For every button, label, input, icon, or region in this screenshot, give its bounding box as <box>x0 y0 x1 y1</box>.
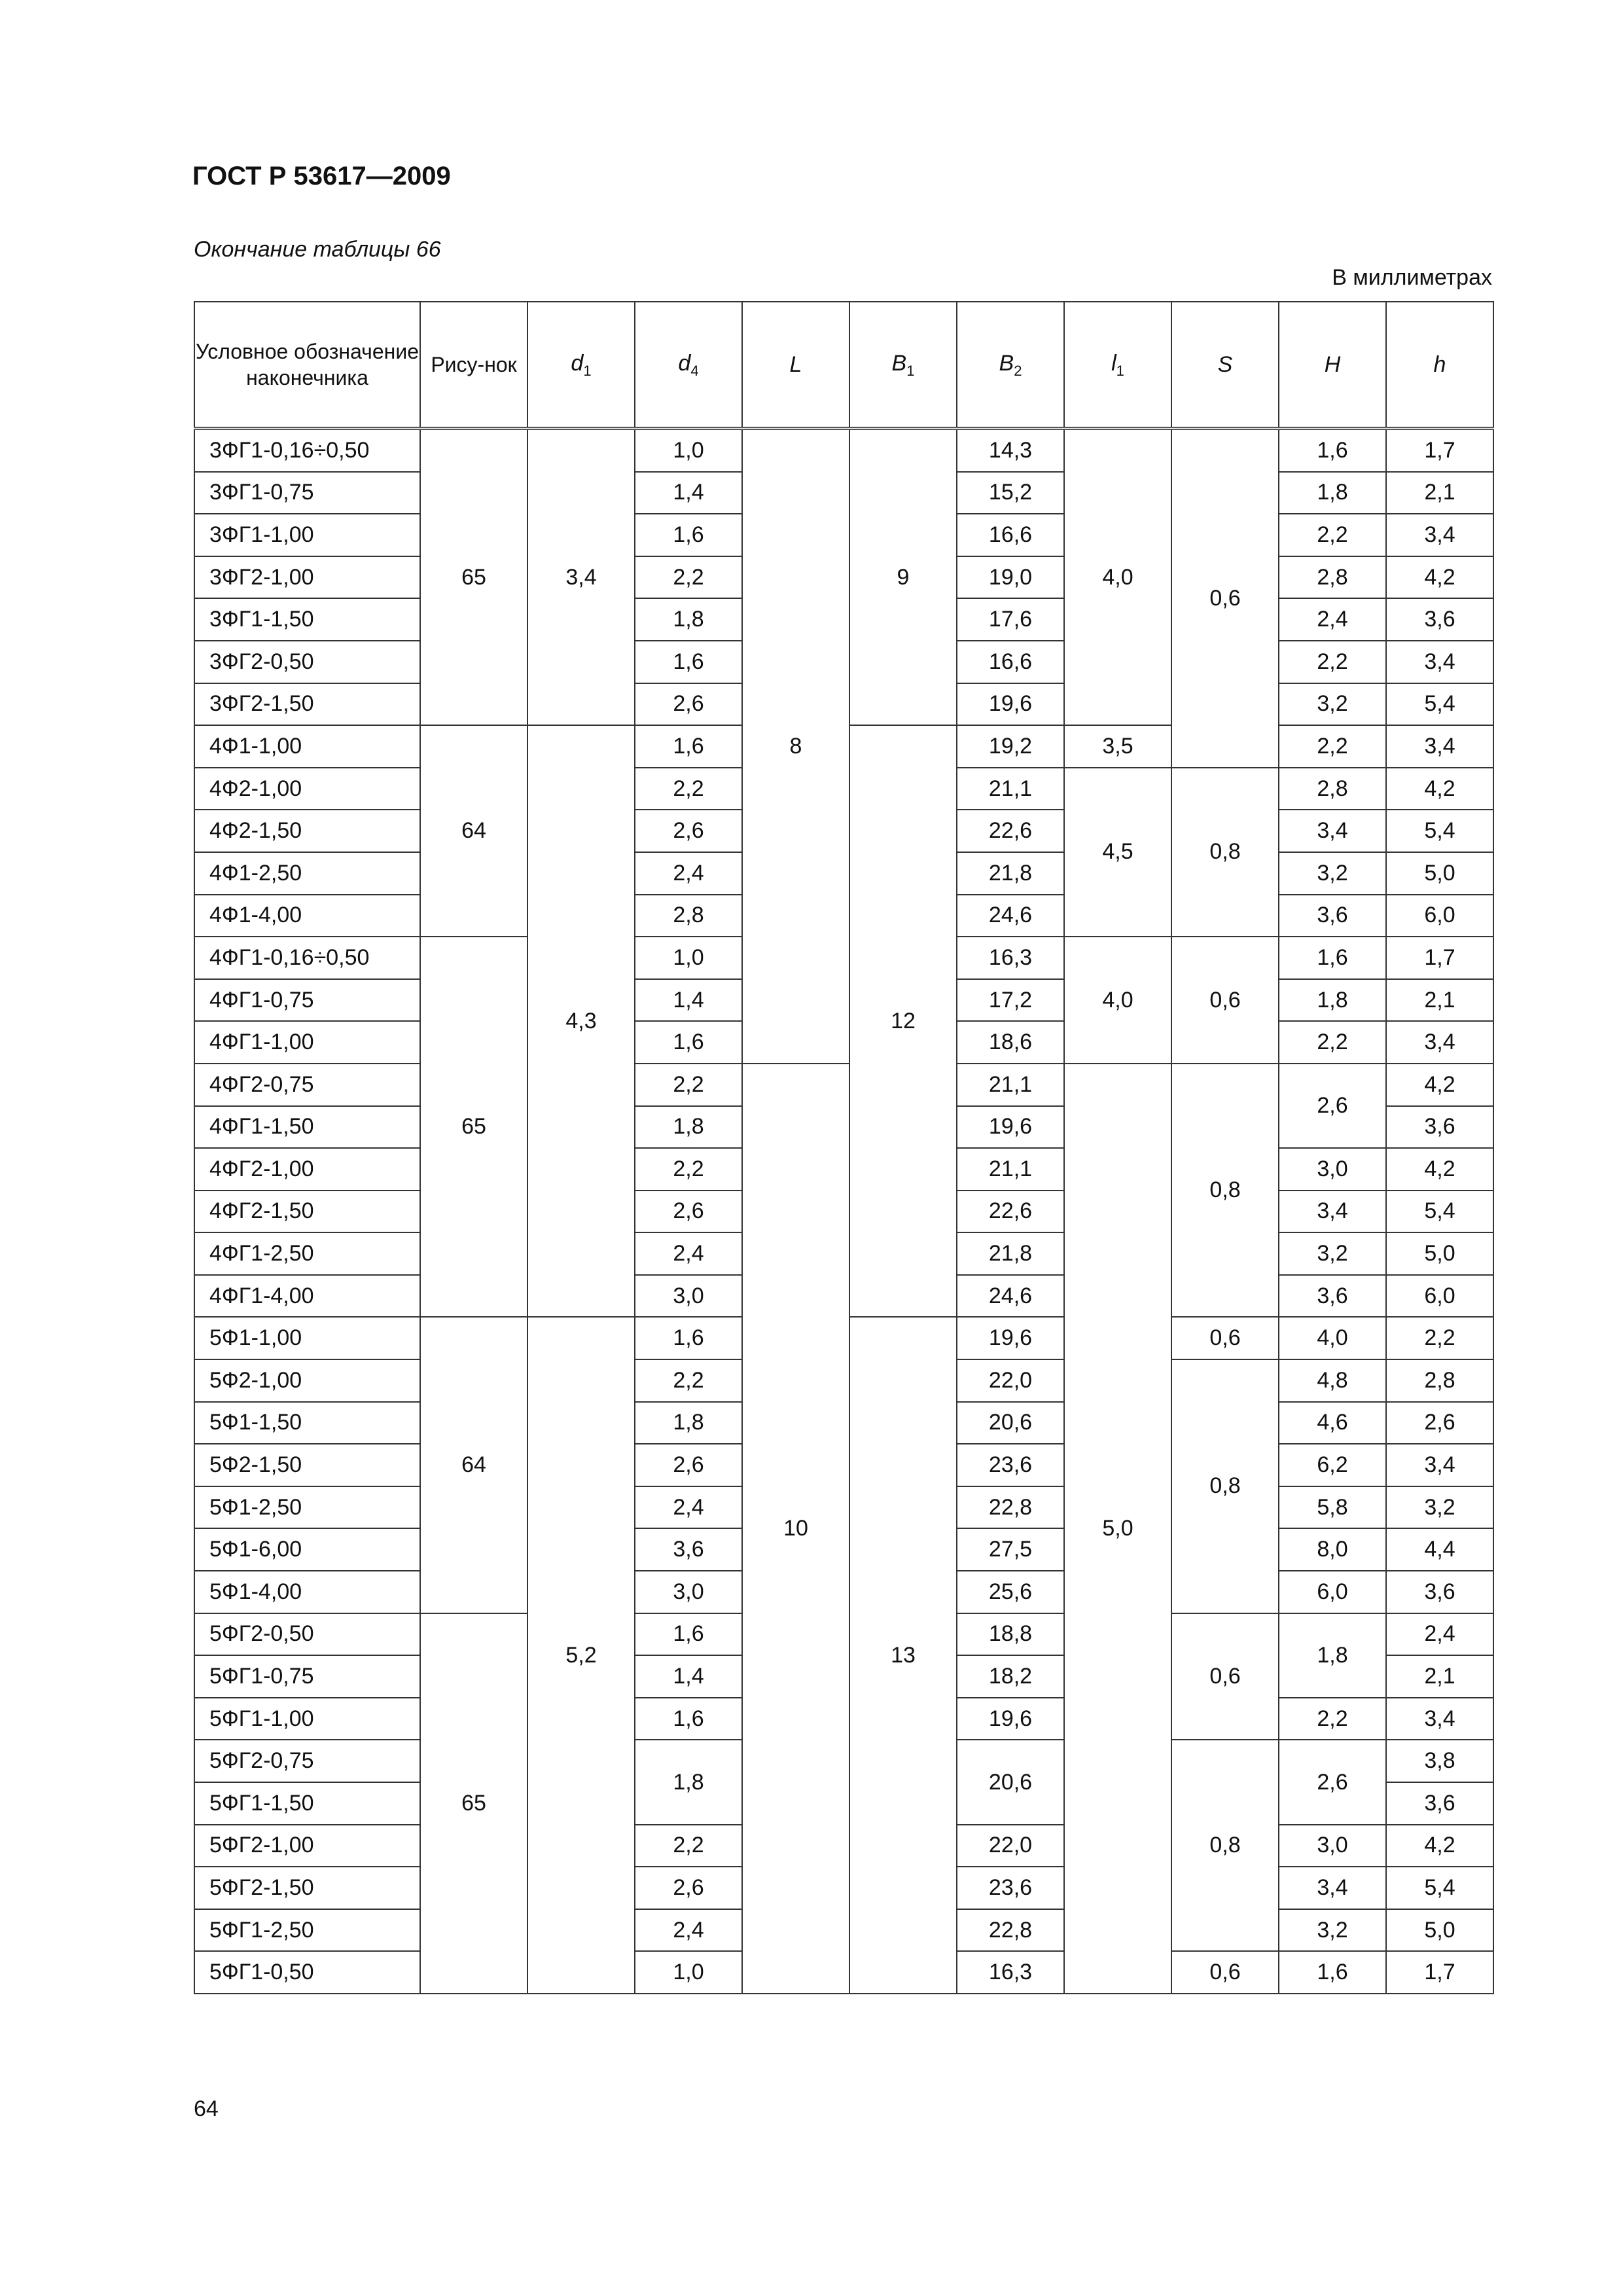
header-d4: $d_4$ <box>635 302 742 429</box>
cell-B1: 13 <box>849 1317 957 1994</box>
cell-B2: 22,6 <box>957 1191 1064 1233</box>
cell-designation: 3ФГ2-1,00 <box>194 556 420 599</box>
cell-B2: 19,0 <box>957 556 1064 599</box>
cell-B2: 16,6 <box>957 641 1064 683</box>
cell-B2: 23,6 <box>957 1444 1064 1486</box>
cell-d4: 2,4 <box>635 1909 742 1952</box>
cell-B2: 15,2 <box>957 472 1064 514</box>
header-h: h <box>1386 302 1493 429</box>
cell-B2: 22,8 <box>957 1486 1064 1529</box>
cell-l1: 4,5 <box>1064 768 1171 937</box>
cell-designation: 4ФГ2-1,00 <box>194 1148 420 1191</box>
cell-H: 3,0 <box>1279 1148 1386 1191</box>
cell-l1: 4,0 <box>1064 429 1171 726</box>
cell-designation: 5ФГ1-1,00 <box>194 1698 420 1740</box>
cell-d4: 1,8 <box>635 1402 742 1444</box>
cell-h: 3,6 <box>1386 1782 1493 1825</box>
cell-B2: 16,6 <box>957 514 1064 556</box>
cell-designation: 3ФГ2-0,50 <box>194 641 420 683</box>
cell-B2: 21,8 <box>957 1232 1064 1275</box>
cell-designation: 5ФГ2-0,50 <box>194 1613 420 1656</box>
cell-d4: 1,8 <box>635 1740 742 1824</box>
cell-H: 1,6 <box>1279 1951 1386 1994</box>
cell-H: 3,2 <box>1279 683 1386 726</box>
table-header-row <box>194 302 1493 429</box>
cell-designation: 4ФГ1-0,75 <box>194 979 420 1022</box>
cell-figure: 65 <box>420 937 527 1317</box>
cell-h: 4,2 <box>1386 1064 1493 1106</box>
cell-h: 4,2 <box>1386 1825 1493 1867</box>
cell-S: 0,8 <box>1171 768 1279 937</box>
cell-l1: 3,5 <box>1064 725 1171 768</box>
cell-B2: 20,6 <box>957 1740 1064 1824</box>
cell-S: 0,6 <box>1171 1613 1279 1740</box>
header-figure: Рису-нок <box>420 302 527 429</box>
cell-h: 5,4 <box>1386 1191 1493 1233</box>
cell-B2: 27,5 <box>957 1528 1064 1571</box>
cell-designation: 3ФГ2-1,50 <box>194 683 420 726</box>
cell-H: 4,8 <box>1279 1359 1386 1402</box>
cell-h: 3,6 <box>1386 1106 1493 1149</box>
cell-designation: 5Ф1-6,00 <box>194 1528 420 1571</box>
cell-H: 2,8 <box>1279 556 1386 599</box>
cell-designation: 4Ф1-1,00 <box>194 725 420 768</box>
cell-figure: 64 <box>420 725 527 937</box>
cell-h: 4,2 <box>1386 768 1493 810</box>
cell-B2: 22,8 <box>957 1909 1064 1952</box>
cell-designation: 5Ф1-1,00 <box>194 1317 420 1359</box>
cell-S: 0,8 <box>1171 1064 1279 1318</box>
cell-H: 3,2 <box>1279 852 1386 895</box>
cell-L: 10 <box>742 1064 849 1994</box>
cell-H: 2,6 <box>1279 1064 1386 1148</box>
cell-designation: 5Ф1-4,00 <box>194 1571 420 1613</box>
cell-H: 2,2 <box>1279 641 1386 683</box>
cell-H: 2,8 <box>1279 768 1386 810</box>
cell-d4: 1,6 <box>635 641 742 683</box>
cell-H: 1,8 <box>1279 979 1386 1022</box>
table-row <box>194 1064 1493 1106</box>
cell-designation: 5ФГ1-0,75 <box>194 1655 420 1698</box>
cell-h: 1,7 <box>1386 1951 1493 1994</box>
cell-d4: 2,8 <box>635 895 742 937</box>
cell-h: 3,4 <box>1386 1698 1493 1740</box>
cell-designation: 5Ф1-2,50 <box>194 1486 420 1529</box>
cell-d4: 1,6 <box>635 1317 742 1359</box>
cell-h: 4,2 <box>1386 1148 1493 1191</box>
cell-h: 5,4 <box>1386 1867 1493 1909</box>
table-caption: Окончание таблицы 66 <box>194 237 441 262</box>
cell-B2: 16,3 <box>957 937 1064 979</box>
cell-d4: 3,0 <box>635 1275 742 1318</box>
cell-d4: 1,0 <box>635 937 742 979</box>
cell-B2: 21,1 <box>957 768 1064 810</box>
cell-h: 3,8 <box>1386 1740 1493 1782</box>
cell-B2: 19,6 <box>957 1106 1064 1149</box>
cell-h: 3,6 <box>1386 1571 1493 1613</box>
cell-designation: 5Ф2-1,00 <box>194 1359 420 1402</box>
cell-H: 1,6 <box>1279 429 1386 472</box>
dimensions-table <box>194 301 1494 1994</box>
cell-B2: 23,6 <box>957 1867 1064 1909</box>
cell-h: 3,4 <box>1386 514 1493 556</box>
cell-B2: 18,6 <box>957 1021 1064 1064</box>
cell-designation: 3ФГ1-1,50 <box>194 598 420 641</box>
cell-H: 2,2 <box>1279 1698 1386 1740</box>
cell-d4: 2,4 <box>635 852 742 895</box>
cell-d4: 2,2 <box>635 1064 742 1106</box>
cell-B2: 21,8 <box>957 852 1064 895</box>
cell-h: 3,4 <box>1386 1021 1493 1064</box>
header-H: H <box>1279 302 1386 429</box>
cell-h: 4,2 <box>1386 556 1493 599</box>
cell-B1: 12 <box>849 725 957 1317</box>
cell-H: 2,2 <box>1279 1021 1386 1064</box>
cell-designation: 4ФГ1-0,16÷0,50 <box>194 937 420 979</box>
header-L: L <box>742 302 849 429</box>
header-S: S <box>1171 302 1279 429</box>
cell-designation: 4ФГ2-0,75 <box>194 1064 420 1106</box>
cell-H: 4,0 <box>1279 1317 1386 1359</box>
cell-d4: 2,4 <box>635 1232 742 1275</box>
cell-S: 0,6 <box>1171 1951 1279 1994</box>
cell-d1: 5,2 <box>527 1317 635 1994</box>
cell-d4: 2,2 <box>635 1825 742 1867</box>
cell-B2: 14,3 <box>957 429 1064 472</box>
cell-h: 5,0 <box>1386 852 1493 895</box>
cell-H: 2,4 <box>1279 598 1386 641</box>
cell-S: 0,8 <box>1171 1740 1279 1951</box>
header-B2: $B_2$ <box>957 302 1064 429</box>
cell-H: 1,8 <box>1279 472 1386 514</box>
cell-H: 3,4 <box>1279 1191 1386 1233</box>
cell-d4: 2,2 <box>635 1148 742 1191</box>
cell-h: 4,4 <box>1386 1528 1493 1571</box>
cell-H: 6,2 <box>1279 1444 1386 1486</box>
cell-h: 3,4 <box>1386 1444 1493 1486</box>
cell-designation: 5ФГ1-2,50 <box>194 1909 420 1952</box>
cell-d4: 2,6 <box>635 1191 742 1233</box>
cell-designation: 5ФГ1-1,50 <box>194 1782 420 1825</box>
cell-designation: 3ФГ1-1,00 <box>194 514 420 556</box>
cell-h: 2,1 <box>1386 979 1493 1022</box>
cell-h: 3,2 <box>1386 1486 1493 1529</box>
cell-d4: 1,4 <box>635 979 742 1022</box>
cell-designation: 5ФГ2-0,75 <box>194 1740 420 1782</box>
cell-B2: 19,2 <box>957 725 1064 768</box>
cell-d4: 1,4 <box>635 1655 742 1698</box>
cell-d4: 1,4 <box>635 472 742 514</box>
cell-H: 3,2 <box>1279 1909 1386 1952</box>
cell-H: 2,2 <box>1279 725 1386 768</box>
cell-B2: 17,6 <box>957 598 1064 641</box>
cell-designation: 4ФГ1-2,50 <box>194 1232 420 1275</box>
cell-B2: 24,6 <box>957 1275 1064 1318</box>
document-standard-code: ГОСТ Р 53617—2009 <box>192 162 451 190</box>
cell-figure: 64 <box>420 1317 527 1613</box>
cell-designation: 3ФГ1-0,16÷0,50 <box>194 429 420 472</box>
cell-B2: 22,0 <box>957 1359 1064 1402</box>
cell-H: 5,8 <box>1279 1486 1386 1529</box>
cell-B2: 21,1 <box>957 1148 1064 1191</box>
cell-d4: 2,6 <box>635 1867 742 1909</box>
header-designation: Условное обозначение наконечника <box>194 302 420 429</box>
cell-l1: 4,0 <box>1064 937 1171 1064</box>
cell-d4: 1,6 <box>635 1613 742 1656</box>
cell-H: 3,6 <box>1279 895 1386 937</box>
cell-d4: 1,0 <box>635 429 742 472</box>
cell-h: 5,4 <box>1386 683 1493 726</box>
cell-B2: 19,6 <box>957 1698 1064 1740</box>
cell-designation: 5Ф1-1,50 <box>194 1402 420 1444</box>
cell-h: 6,0 <box>1386 895 1493 937</box>
cell-H: 1,8 <box>1279 1613 1386 1698</box>
cell-figure: 65 <box>420 429 527 726</box>
cell-d4: 1,6 <box>635 514 742 556</box>
cell-d1: 3,4 <box>527 429 635 726</box>
cell-H: 3,4 <box>1279 810 1386 852</box>
cell-d1: 4,3 <box>527 725 635 1317</box>
cell-d4: 2,2 <box>635 1359 742 1402</box>
cell-d4: 1,8 <box>635 1106 742 1149</box>
cell-H: 4,6 <box>1279 1402 1386 1444</box>
cell-H: 3,6 <box>1279 1275 1386 1318</box>
cell-designation: 4Ф1-2,50 <box>194 852 420 895</box>
cell-h: 5,0 <box>1386 1909 1493 1952</box>
cell-h: 2,6 <box>1386 1402 1493 1444</box>
cell-B1: 9 <box>849 429 957 726</box>
cell-d4: 2,2 <box>635 556 742 599</box>
cell-h: 2,1 <box>1386 1655 1493 1698</box>
cell-H: 8,0 <box>1279 1528 1386 1571</box>
cell-B2: 16,3 <box>957 1951 1064 1994</box>
cell-designation: 4ФГ1-1,50 <box>194 1106 420 1149</box>
cell-d4: 1,6 <box>635 1021 742 1064</box>
cell-d4: 2,6 <box>635 683 742 726</box>
cell-B2: 20,6 <box>957 1402 1064 1444</box>
cell-B2: 21,1 <box>957 1064 1064 1106</box>
cell-d4: 1,8 <box>635 598 742 641</box>
cell-d4: 2,4 <box>635 1486 742 1529</box>
cell-h: 3,4 <box>1386 641 1493 683</box>
cell-designation: 4ФГ1-1,00 <box>194 1021 420 1064</box>
cell-d4: 2,2 <box>635 768 742 810</box>
page-number: 64 <box>194 2096 219 2121</box>
cell-B2: 17,2 <box>957 979 1064 1022</box>
cell-B2: 22,0 <box>957 1825 1064 1867</box>
cell-L: 8 <box>742 429 849 1064</box>
cell-designation: 5ФГ2-1,50 <box>194 1867 420 1909</box>
cell-designation: 4Ф1-4,00 <box>194 895 420 937</box>
cell-h: 3,6 <box>1386 598 1493 641</box>
cell-h: 1,7 <box>1386 429 1493 472</box>
cell-B2: 18,8 <box>957 1613 1064 1656</box>
cell-B2: 18,2 <box>957 1655 1064 1698</box>
cell-designation: 4ФГ2-1,50 <box>194 1191 420 1233</box>
cell-B2: 22,6 <box>957 810 1064 852</box>
cell-d4: 1,6 <box>635 1698 742 1740</box>
cell-designation: 4Ф2-1,50 <box>194 810 420 852</box>
cell-B2: 19,6 <box>957 1317 1064 1359</box>
cell-d4: 2,6 <box>635 810 742 852</box>
cell-S: 0,8 <box>1171 1359 1279 1613</box>
cell-S: 0,6 <box>1171 1317 1279 1359</box>
cell-H: 2,2 <box>1279 514 1386 556</box>
cell-h: 1,7 <box>1386 937 1493 979</box>
cell-H: 2,6 <box>1279 1740 1386 1824</box>
cell-S: 0,6 <box>1171 937 1279 1064</box>
header-d1: $d_1$ <box>527 302 635 429</box>
cell-S: 0,6 <box>1171 429 1279 768</box>
header-B1: $B_1$ <box>849 302 957 429</box>
cell-designation: 5ФГ1-0,50 <box>194 1951 420 1994</box>
cell-designation: 5ФГ2-1,00 <box>194 1825 420 1867</box>
cell-h: 5,4 <box>1386 810 1493 852</box>
cell-H: 3,2 <box>1279 1232 1386 1275</box>
cell-B2: 24,6 <box>957 895 1064 937</box>
cell-l1: 5,0 <box>1064 1064 1171 1994</box>
cell-H: 6,0 <box>1279 1571 1386 1613</box>
cell-h: 2,4 <box>1386 1613 1493 1656</box>
cell-B2: 25,6 <box>957 1571 1064 1613</box>
cell-B2: 19,6 <box>957 683 1064 726</box>
cell-designation: 4ФГ1-4,00 <box>194 1275 420 1318</box>
cell-h: 2,2 <box>1386 1317 1493 1359</box>
units-note: В миллиметрах <box>1332 265 1492 290</box>
cell-d4: 3,6 <box>635 1528 742 1571</box>
cell-H: 3,0 <box>1279 1825 1386 1867</box>
cell-H: 3,4 <box>1279 1867 1386 1909</box>
cell-designation: 4Ф2-1,00 <box>194 768 420 810</box>
cell-d4: 2,6 <box>635 1444 742 1486</box>
cell-h: 2,1 <box>1386 472 1493 514</box>
header-l1: $l_1$ <box>1064 302 1171 429</box>
table-row <box>194 429 1493 472</box>
cell-d4: 1,0 <box>635 1951 742 1994</box>
cell-h: 6,0 <box>1386 1275 1493 1318</box>
cell-d4: 1,6 <box>635 725 742 768</box>
cell-H: 1,6 <box>1279 937 1386 979</box>
cell-designation: 3ФГ1-0,75 <box>194 472 420 514</box>
cell-designation: 5Ф2-1,50 <box>194 1444 420 1486</box>
cell-h: 2,8 <box>1386 1359 1493 1402</box>
cell-d4: 3,0 <box>635 1571 742 1613</box>
cell-figure: 65 <box>420 1613 527 1994</box>
cell-h: 3,4 <box>1386 725 1493 768</box>
cell-h: 5,0 <box>1386 1232 1493 1275</box>
